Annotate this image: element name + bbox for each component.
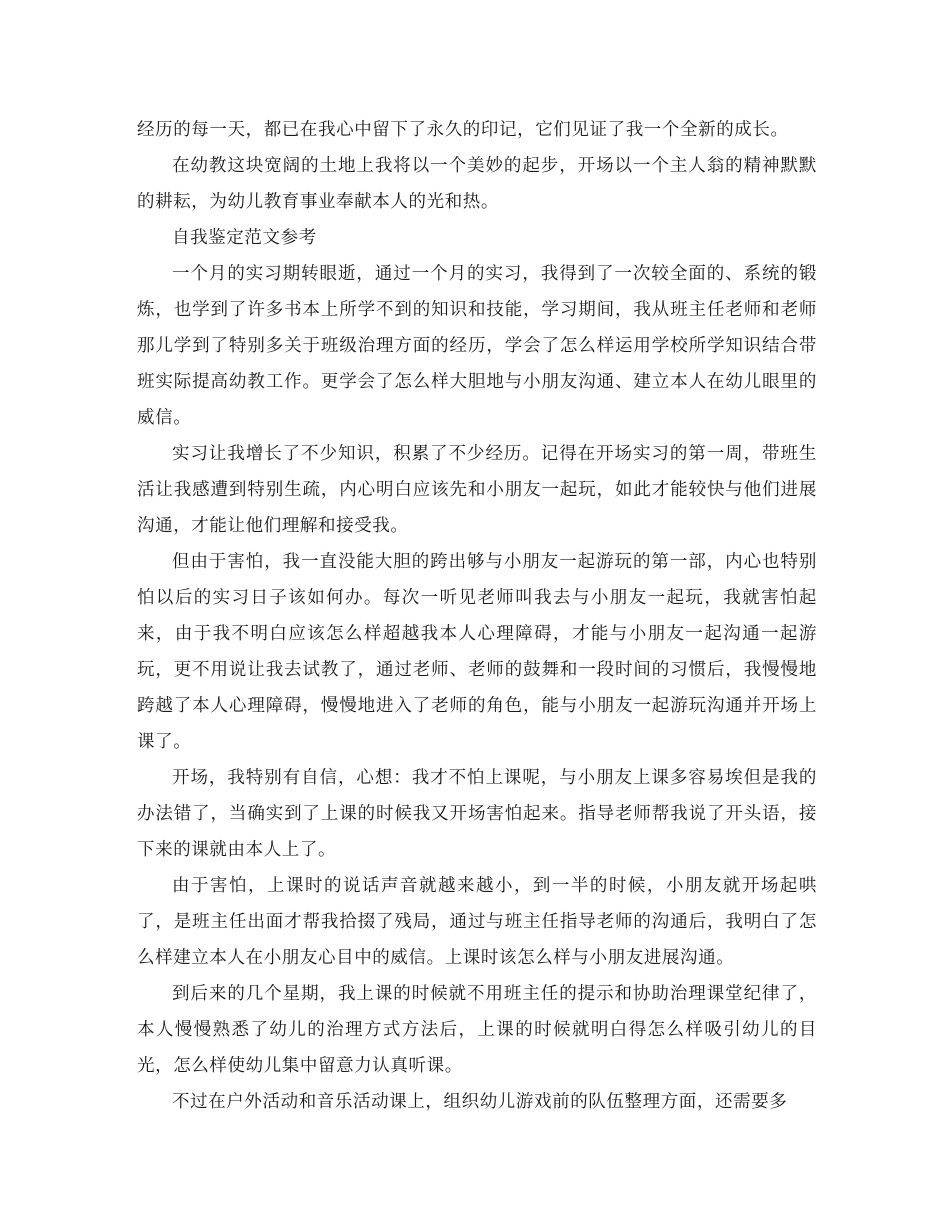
section-heading: 自我鉴定范文参考: [172, 228, 317, 248]
paragraph-4: 实习让我增长了不少知识，积累了不少经历。记得在开场实习的第一周，带班生活让我感遭到特别生疏，内心明白应该先和小朋友一起玩，如此才能较快与他们进展沟通，才能让他们理解和接受我。: [137, 444, 817, 536]
document-body: [137, 112, 817, 1120]
paragraph-1: 经历的每一天，都已在我心中留下了永久的印记，它们见证了我一个全新的成长。: [137, 120, 789, 140]
paragraph-5: 但由于害怕，我一直没能大胆的跨出够与小朋友一起游玩的第一部，内心也特别怕以后的实习日子该如何办。每次一听见老师叫我去与小朋友一起玩，我就害怕起来，由于我不明白应该怎么样超越我本人心理障碍，才能与小朋友一起沟通一起游玩，更不用说让我去试教了，通过老师、老师的鼓舞和一段时间的习惯后，我慢慢地跨越了本人心理障碍，慢慢地进入了老师的角色，能与小朋友一起游玩沟通并开场上课了。: [137, 552, 817, 752]
paragraph-2: 在幼教这块宽阔的土地上我将以一个美妙的起步，开场以一个主人翁的精神默默的耕耘，为幼儿教育事业奉献本人的光和热。: [137, 156, 817, 212]
paragraph-8: 到后来的几个星期，我上课的时候就不用班主任的提示和协助治理课堂纪律了，本人慢慢熟悉了幼儿的治理方式方法后，上课的时候就明白得怎么样吸引幼儿的目光，怎么样使幼儿集中留意力认真听课。: [137, 984, 817, 1076]
paragraph-3: 一个月的实习期转眼逝，通过一个月的实习，我得到了一次较全面的、系统的锻炼，也学到了许多书本上所学不到的知识和技能，学习期间，我从班主任老师和老师那儿学到了特别多关于班级治理方面的经历，学会了怎么样运用学校所学知识结合带班实际提高幼教工作。更学会了怎么样大胆地与小朋友沟通、建立本人在幼儿眼里的威信。: [137, 264, 817, 428]
paragraph-7: 由于害怕，上课时的说话声音就越来越小，到一半的时候，小朋友就开场起哄了，是班主任出面才帮我拾掇了残局，通过与班主任指导老师的沟通后，我明白了怎么样建立本人在小朋友心目中的威信。上课时该怎么样与小朋友进展沟通。: [137, 876, 817, 968]
paragraph-6: 开场，我特别有自信，心想：我才不怕上课呢，与小朋友上课多容易埃但是我的办法错了，当确实到了上课的时候我又开场害怕起来。指导老师帮我说了开头语，接下来的课就由本人上了。: [137, 768, 817, 860]
paragraph-9: 不过在户外活动和音乐活动课上，组织幼儿游戏前的队伍整理方面，还需要多: [172, 1092, 788, 1112]
